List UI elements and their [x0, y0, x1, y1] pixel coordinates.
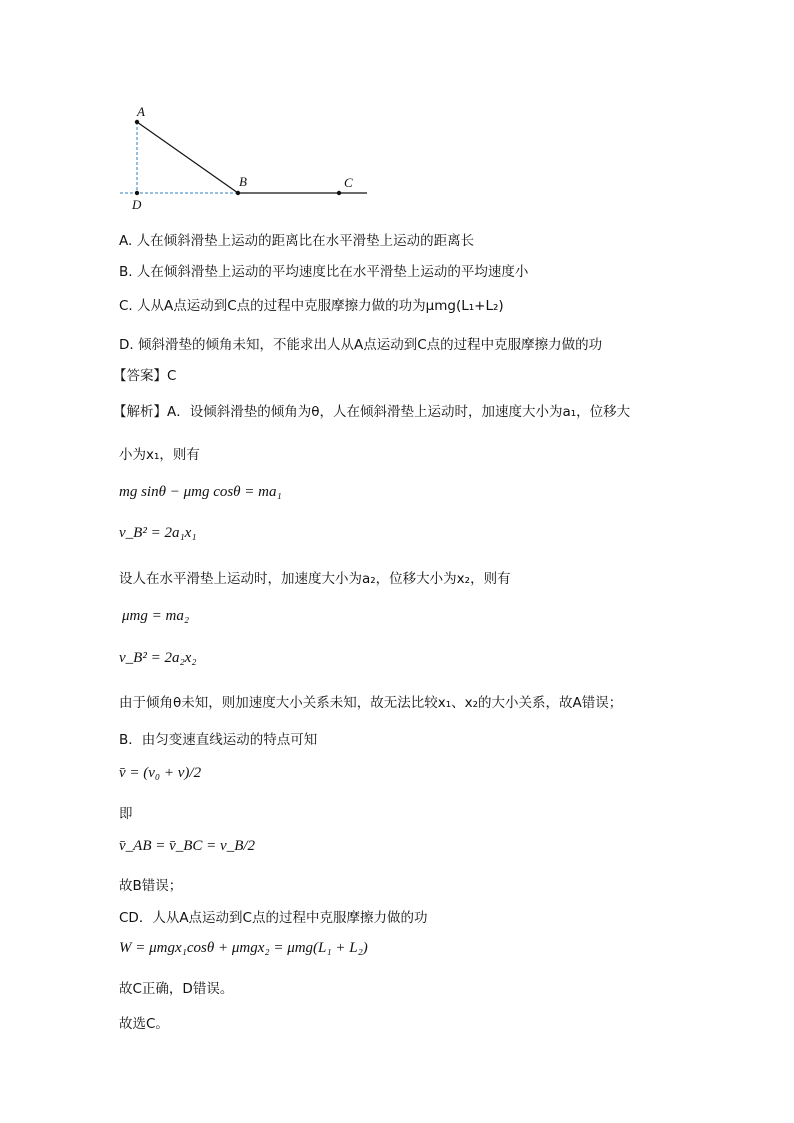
label-d: D [132, 197, 142, 212]
analysis-line-7: 故B错误； [119, 878, 183, 894]
analysis-line-2: 小为x₁，则有 [119, 447, 200, 463]
label-c: C [344, 175, 353, 190]
equation-6: v̄_AB = v̄_BC = v_B/2 [119, 838, 256, 854]
incline-line-ab [137, 122, 238, 193]
analysis-line-9: 故C正确，D错误。 [119, 981, 234, 997]
point-b [236, 191, 240, 195]
equation-1: mg sinθ − μmg cosθ = ma₁ [119, 484, 282, 500]
analysis-heading: 【解析】 [113, 404, 167, 420]
equation-5: v̄ = (v₀ + v)/2 [119, 765, 202, 781]
equation-2: v_B² = 2a₁x₁ [119, 525, 197, 541]
equation-4: v_B² = 2a₂x₂ [119, 650, 197, 666]
analysis-line-8: CD．人从A点运动到C点的过程中克服摩擦力做的功 [119, 910, 428, 926]
point-c [337, 191, 341, 195]
equation-3: μmg = ma₂ [122, 608, 190, 624]
analysis-line-6: 即 [119, 806, 133, 822]
point-d [135, 191, 139, 195]
label-a: A [137, 104, 145, 119]
option-b: B. 人在倾斜滑垫上运动的平均速度比在水平滑垫上运动的平均速度小 [119, 264, 529, 280]
incline-diagram [120, 100, 380, 215]
label-b: B [239, 174, 247, 189]
analysis-line-4: 由于倾角θ未知，则加速度大小关系未知，故无法比较x₁、x₂的大小关系，故A错误； [119, 695, 623, 711]
analysis-line-3: 设人在水平滑垫上运动时，加速度大小为a₂，位移大小为x₂，则有 [119, 571, 511, 587]
option-c: C. 人从A点运动到C点的过程中克服摩擦力做的功为μmg(L₁+L₂) [119, 298, 504, 314]
answer: 【答案】C [113, 368, 177, 384]
analysis-text-1: A．设倾斜滑垫的倾角为θ，人在倾斜滑垫上运动时，加速度大小为a₁，位移大 [167, 404, 631, 420]
analysis-line-1 [113, 400, 630, 420]
point-a [135, 120, 139, 124]
equation-7: W = μmgx₁cosθ + μmgx₂ = μmg(L₁ + L₂) [119, 940, 368, 956]
analysis-line-5: B．由匀变速直线运动的特点可知 [119, 732, 318, 748]
analysis-line-10: 故选C。 [119, 1016, 169, 1032]
option-d: D. 倾斜滑垫的倾角未知，不能求出人从A点运动到C点的过程中克服摩擦力做的功 [119, 337, 603, 353]
option-a: A. 人在倾斜滑垫上运动的距离比在水平滑垫上运动的距离长 [119, 233, 475, 249]
